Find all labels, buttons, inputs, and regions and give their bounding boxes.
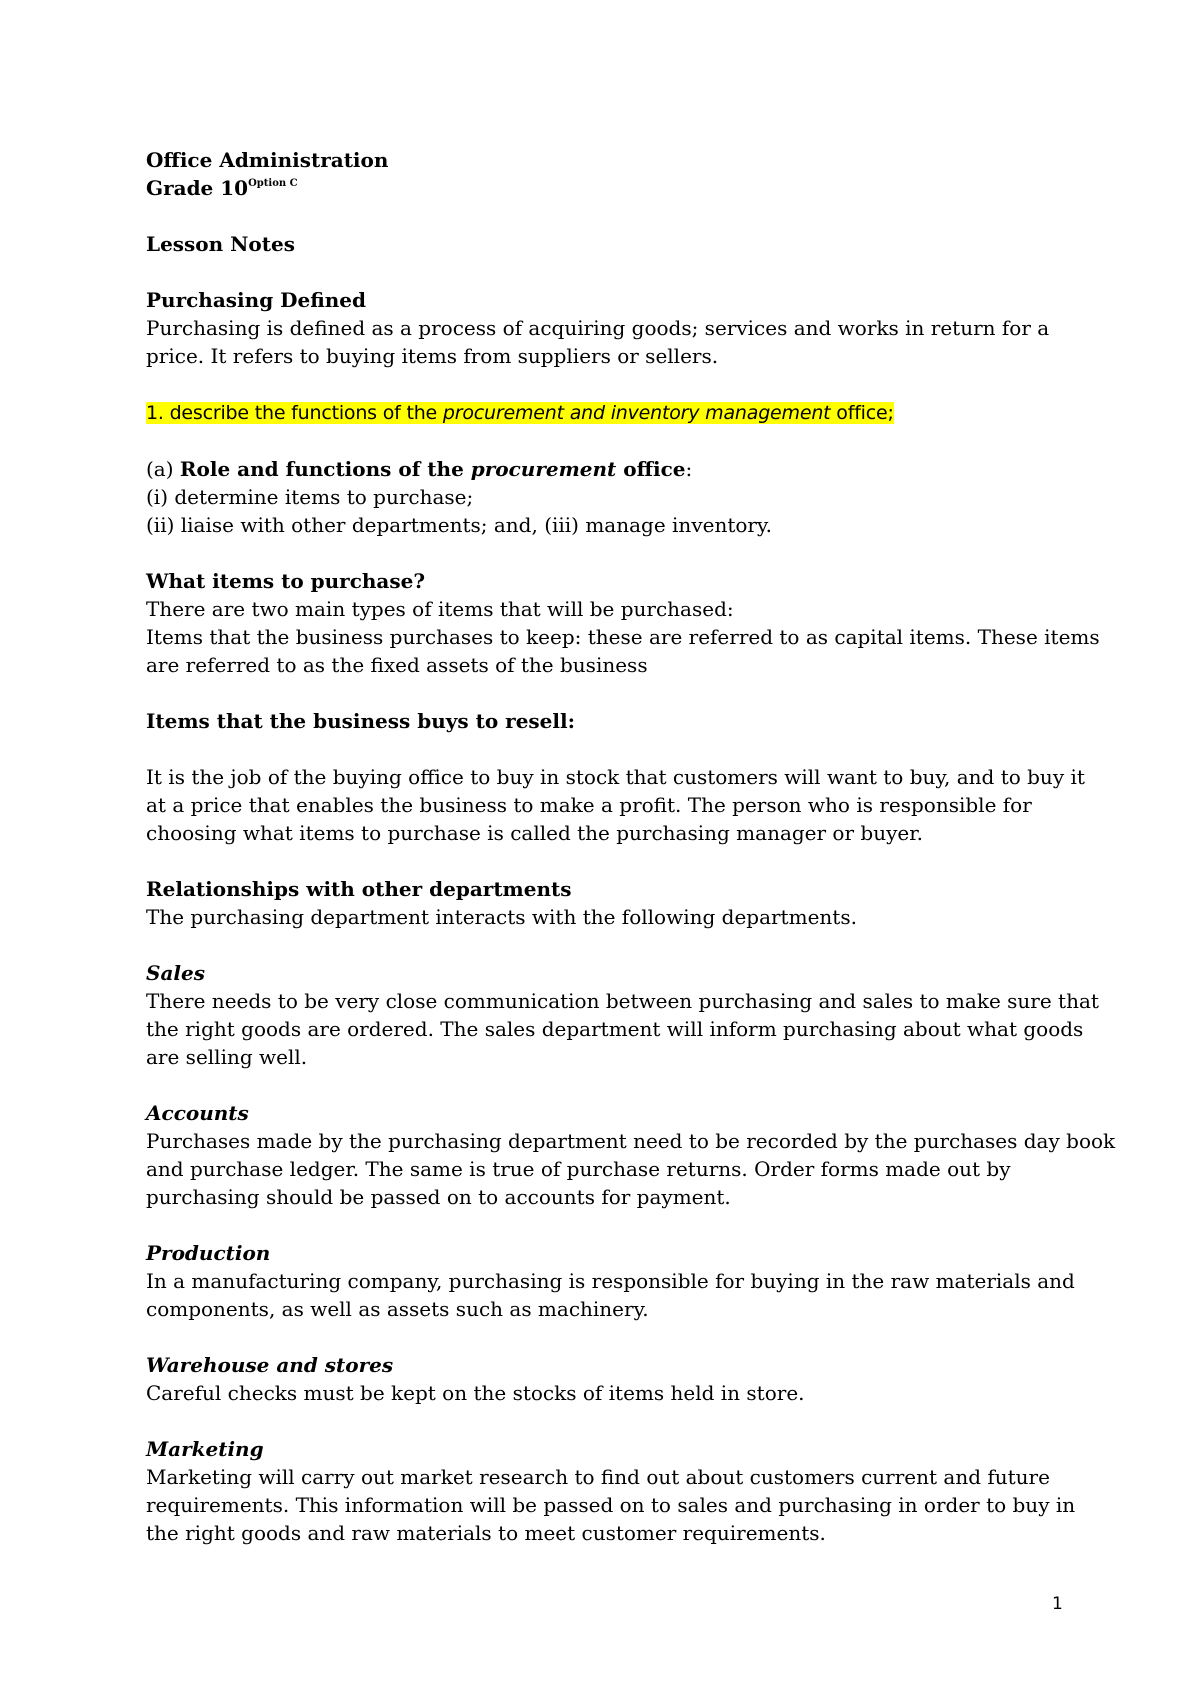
relationships-heading: Relationships with other departments [146,877,572,901]
grade-option: Option C [248,178,298,189]
relationships-text: The purchasing department interacts with the following departments. [146,905,857,929]
spacer [146,1071,1076,1099]
role-label-colon: : [685,457,693,481]
role-label-bold: Role and functions of the [179,457,471,481]
department-text: components, as well as assets such as machinery. [146,1297,649,1321]
grade-label: Grade 10 [146,176,249,200]
items-to-purchase-heading: What items to purchase? [146,569,426,593]
department-text: Purchases made by the purchasing department need to be recorded by the purchases day book [146,1129,1116,1153]
spacer [146,427,1076,455]
resell-text: It is the job of the buying office to buy in stock that customers will want to buy, and to buy it [146,765,1085,789]
role-label-open: (a) [146,457,180,481]
resell-heading: Items that the business buys to resell: [146,709,575,733]
department-text: purchasing should be passed on to accounts for payment. [146,1185,731,1209]
items-to-purchase-text: are referred to as the fixed assets of the business [146,653,648,677]
resell-text: at a price that enables the business to make a profit. The person who is responsible for [146,793,1032,817]
department-heading-sales: Sales [146,961,205,985]
objective-prefix: 1. describe the functions of the [146,402,443,424]
objective-suffix: office; [830,402,894,424]
department-heading-warehouse: Warehouse and stores [146,1353,394,1377]
department-heading-marketing: Marketing [146,1437,264,1461]
role-item: (i) determine items to purchase; [146,485,474,509]
department-text: are selling well. [146,1045,308,1069]
spacer [146,679,1076,707]
department-text: the right goods and raw materials to meet customer requirements. [146,1521,826,1545]
department-heading-accounts: Accounts [146,1101,249,1125]
items-to-purchase-text: There are two main types of items that will be purchased: [146,597,734,621]
page-number: 1 [1052,1594,1063,1614]
spacer [146,931,1076,959]
purchasing-defined-text: Purchasing is defined as a process of acquiring goods; services and works in return for a [146,316,1050,340]
document-body [146,146,1116,1547]
spacer [146,847,1076,875]
spacer [146,258,1076,286]
spacer [146,370,1076,398]
resell-text: choosing what items to purchase is called the purchasing manager or buyer. [146,821,923,845]
spacer [146,1323,1076,1351]
role-label-italic: procurement [470,457,617,481]
department-heading-production: Production [146,1241,271,1265]
department-text: requirements. This information will be passed on to sales and purchasing in order to buy in [146,1493,1076,1517]
purchasing-defined-heading: Purchasing Defined [146,288,366,312]
lesson-notes-heading: Lesson Notes [146,232,295,256]
document-title: Office Administration [146,148,389,172]
objective-emphasis: procurement and inventory management [442,402,831,424]
spacer [146,1211,1076,1239]
grade-line [146,174,1076,202]
spacer [146,539,1076,567]
objective-highlight [146,402,894,424]
items-to-purchase-text: Items that the business purchases to keep: these are referred to as capital items. These items [146,625,1100,649]
department-text: Careful checks must be kept on the stocks of items held in store. [146,1381,805,1405]
spacer [146,202,1076,230]
department-text: Marketing will carry out market research to find out about customers current and future [146,1465,1050,1489]
department-text: In a manufacturing company, purchasing is responsible for buying in the raw materials and [146,1269,1075,1293]
purchasing-defined-text: price. It refers to buying items from suppliers or sellers. [146,344,719,368]
role-heading [146,455,1076,483]
role-label-bold2: office [616,457,686,481]
department-text: the right goods are ordered. The sales department will inform purchasing about what goods [146,1017,1084,1041]
department-text: and purchase ledger. The same is true of purchase returns. Order forms made out by [146,1157,1011,1181]
spacer [146,735,1076,763]
role-item: (ii) liaise with other departments; and, (iii) manage inventory. [146,513,772,537]
department-text: There needs to be very close communication between purchasing and sales to make sure that [146,989,1099,1013]
objective-line [146,398,1076,427]
spacer [146,1407,1076,1435]
